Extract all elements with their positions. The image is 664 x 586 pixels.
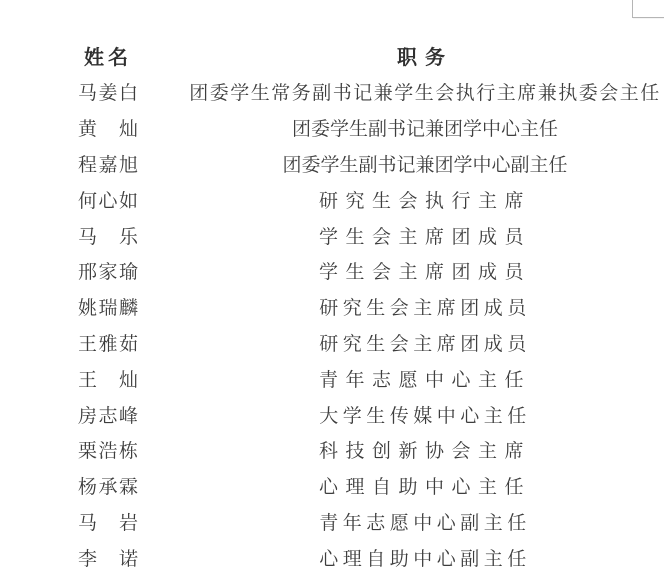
officer-position: 团委学生常务副书记兼学生会执行主席兼执委会主任	[189, 83, 661, 105]
officer-name: 马乐	[78, 226, 138, 248]
officer-name: 王雅茹	[78, 333, 138, 355]
table-row	[0, 468, 664, 504]
officer-name: 房志峰	[78, 405, 138, 427]
officer-position: 团委学生副书记兼团学中心主任	[291, 119, 558, 141]
table-row	[0, 432, 664, 468]
table-row	[0, 360, 664, 396]
officer-name: 程嘉旭	[78, 154, 138, 176]
officer-position: 研究生会执行主席	[318, 190, 531, 212]
table-row	[0, 253, 664, 289]
officer-position: 学生会主席团成员	[318, 226, 531, 248]
officer-table	[0, 37, 664, 575]
officer-position: 心理自助中心主任	[318, 477, 531, 499]
officer-name: 何心如	[78, 190, 138, 212]
officer-name: 黄灿	[78, 119, 138, 141]
officer-position: 团委学生副书记兼团学中心副主任	[282, 154, 568, 176]
officer-name: 马岩	[78, 512, 138, 534]
officer-position: 研究生会主席团成员	[319, 298, 531, 320]
table-row	[0, 325, 664, 361]
officer-name: 杨承霖	[78, 477, 138, 499]
table-row	[0, 396, 664, 432]
table-row	[0, 181, 664, 217]
table-header-row	[0, 37, 664, 74]
officer-name: 姚瑞麟	[78, 298, 138, 320]
table-row	[0, 289, 664, 325]
position-column-header: 职务	[397, 47, 453, 69]
officer-position: 研究生会主席团成员	[319, 333, 531, 355]
officer-position: 大学生传媒中心主任	[319, 405, 531, 427]
officer-position: 科技创新协会主席	[318, 441, 531, 463]
name-column-header: 姓名	[84, 47, 132, 69]
officer-position: 学生会主席团成员	[318, 262, 531, 284]
officer-position: 青年志愿中心主任	[318, 369, 531, 391]
table-row	[0, 539, 664, 575]
officer-position: 青年志愿中心副主任	[319, 512, 531, 534]
officer-name: 李诺	[78, 548, 138, 570]
table-row	[0, 146, 664, 182]
table-row	[0, 504, 664, 540]
officer-position: 心理自助中心副主任	[319, 548, 531, 570]
table-row	[0, 74, 664, 110]
officer-name: 马姜白	[78, 83, 138, 105]
text-box-corner-border	[632, 0, 664, 18]
table-row	[0, 110, 664, 146]
table-row	[0, 217, 664, 253]
officer-name: 邢家瑜	[78, 262, 138, 284]
officer-name: 栗浩栋	[78, 441, 138, 463]
officer-name: 王灿	[78, 369, 138, 391]
